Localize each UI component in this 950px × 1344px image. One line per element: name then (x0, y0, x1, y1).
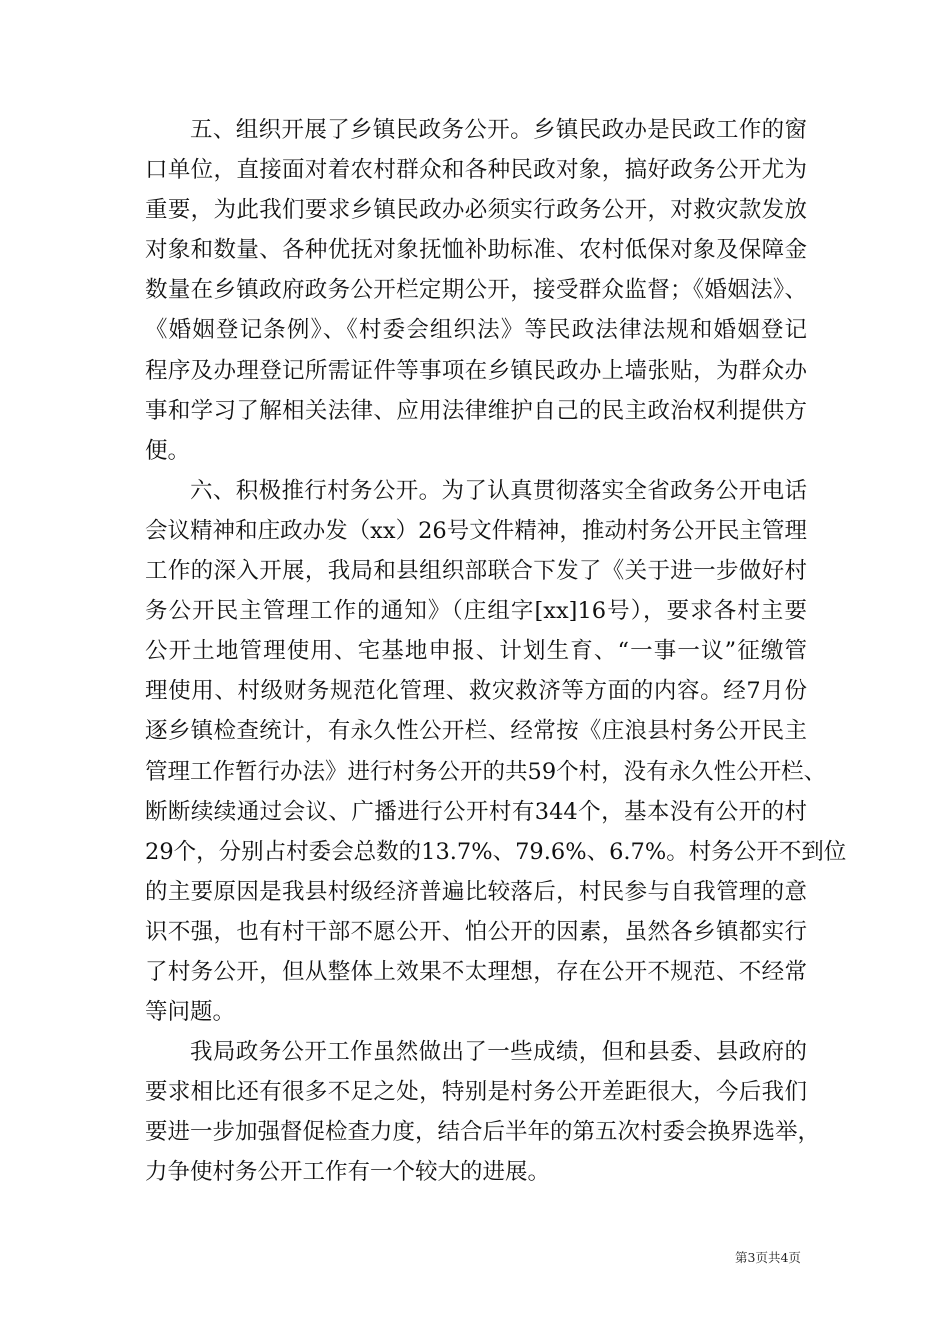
text-line: 对象和数量、各种优抚对象抚恤补助标准、农村低保对象及保障金 (145, 237, 807, 264)
text-line: 管理工作暂行办法》进行村务公开的共59个村，没有永久性公开栏、 (145, 758, 827, 785)
text-line: 事和学习了解相关法律、应用法律维护自己的民主政治权利提供方 (145, 397, 807, 424)
paragraph (145, 110, 807, 471)
text-line: 程序及办理登记所需证件等事项在乡镇民政办上墙张贴，为群众办 (145, 357, 807, 384)
text-line: 《婚姻登记条例》、《村委会组织法》等民政法律法规和婚姻登记 (145, 317, 807, 344)
paragraph (145, 1032, 821, 1192)
text-line: 的主要原因是我县村级经济普遍比较落后，村民参与自我管理的意 (145, 878, 807, 905)
text-line: 29个，分别占村委会总数的13.7%、79.6%、6.7%。村务公开不到位 (145, 838, 847, 865)
text-line: 我局政务公开工作虽然做出了一些成绩，但和县委、县政府的 (190, 1039, 807, 1066)
text-line: 逐乡镇检查统计，有永久性公开栏、经常按《庄浪县村务公开民主 (145, 718, 807, 745)
text-line: 务公开民主管理工作的通知》（庄组字[xx]16号），要求各村主要 (145, 598, 807, 625)
text-line: 公开土地管理使用、宅基地申报、计划生育、“一事一议”征缴管 (145, 638, 807, 665)
paragraph (145, 471, 847, 1032)
text-line: 力争使村务公开工作有一个较大的进展。 (145, 1159, 551, 1186)
text-line: 了村务公开，但从整体上效果不太理想，存在公开不规范、不经常 (145, 958, 807, 985)
document-body (145, 110, 847, 1193)
text-line: 要求相比还有很多不足之处，特别是村务公开差距很大，今后我们 (145, 1079, 807, 1106)
text-line: 要进一步加强督促检查力度，结合后半年的第五次村委会换界选举， (145, 1119, 821, 1146)
text-line: 五、组织开展了乡镇民政务公开。乡镇民政办是民政工作的窗 (190, 117, 807, 143)
text-line: 断断续续通过会议、广播进行公开村有344个，基本没有公开的村 (145, 798, 807, 825)
text-line: 重要，为此我们要求乡镇民政办必须实行政务公开，对救灾款发放 (145, 197, 807, 224)
text-line: 等问题。 (145, 999, 236, 1026)
page-number: 第3页共4页 (735, 1250, 801, 1265)
text-line: 会议精神和庄政办发（xx）26号文件精神，推动村务公开民主管理 (145, 517, 807, 544)
text-line: 六、积极推行村务公开。为了认真贯彻落实全省政务公开电话 (190, 477, 807, 504)
text-line: 工作的深入开展，我局和县组织部联合下发了《关于进一步做好村 (145, 558, 807, 585)
text-line: 口单位，直接面对着农村群众和各种民政对象，搞好政务公开尤为 (145, 157, 807, 184)
text-line: 便。 (145, 437, 191, 464)
text-line: 理使用、村级财务规范化管理、救灾救济等方面的内容。经7月份 (145, 678, 807, 705)
text-line: 识不强，也有村干部不愿公开、怕公开的因素，虽然各乡镇都实行 (145, 918, 807, 945)
text-line: 数量在乡镇政府政务公开栏定期公开，接受群众监督；《婚姻法》、 (145, 277, 807, 304)
